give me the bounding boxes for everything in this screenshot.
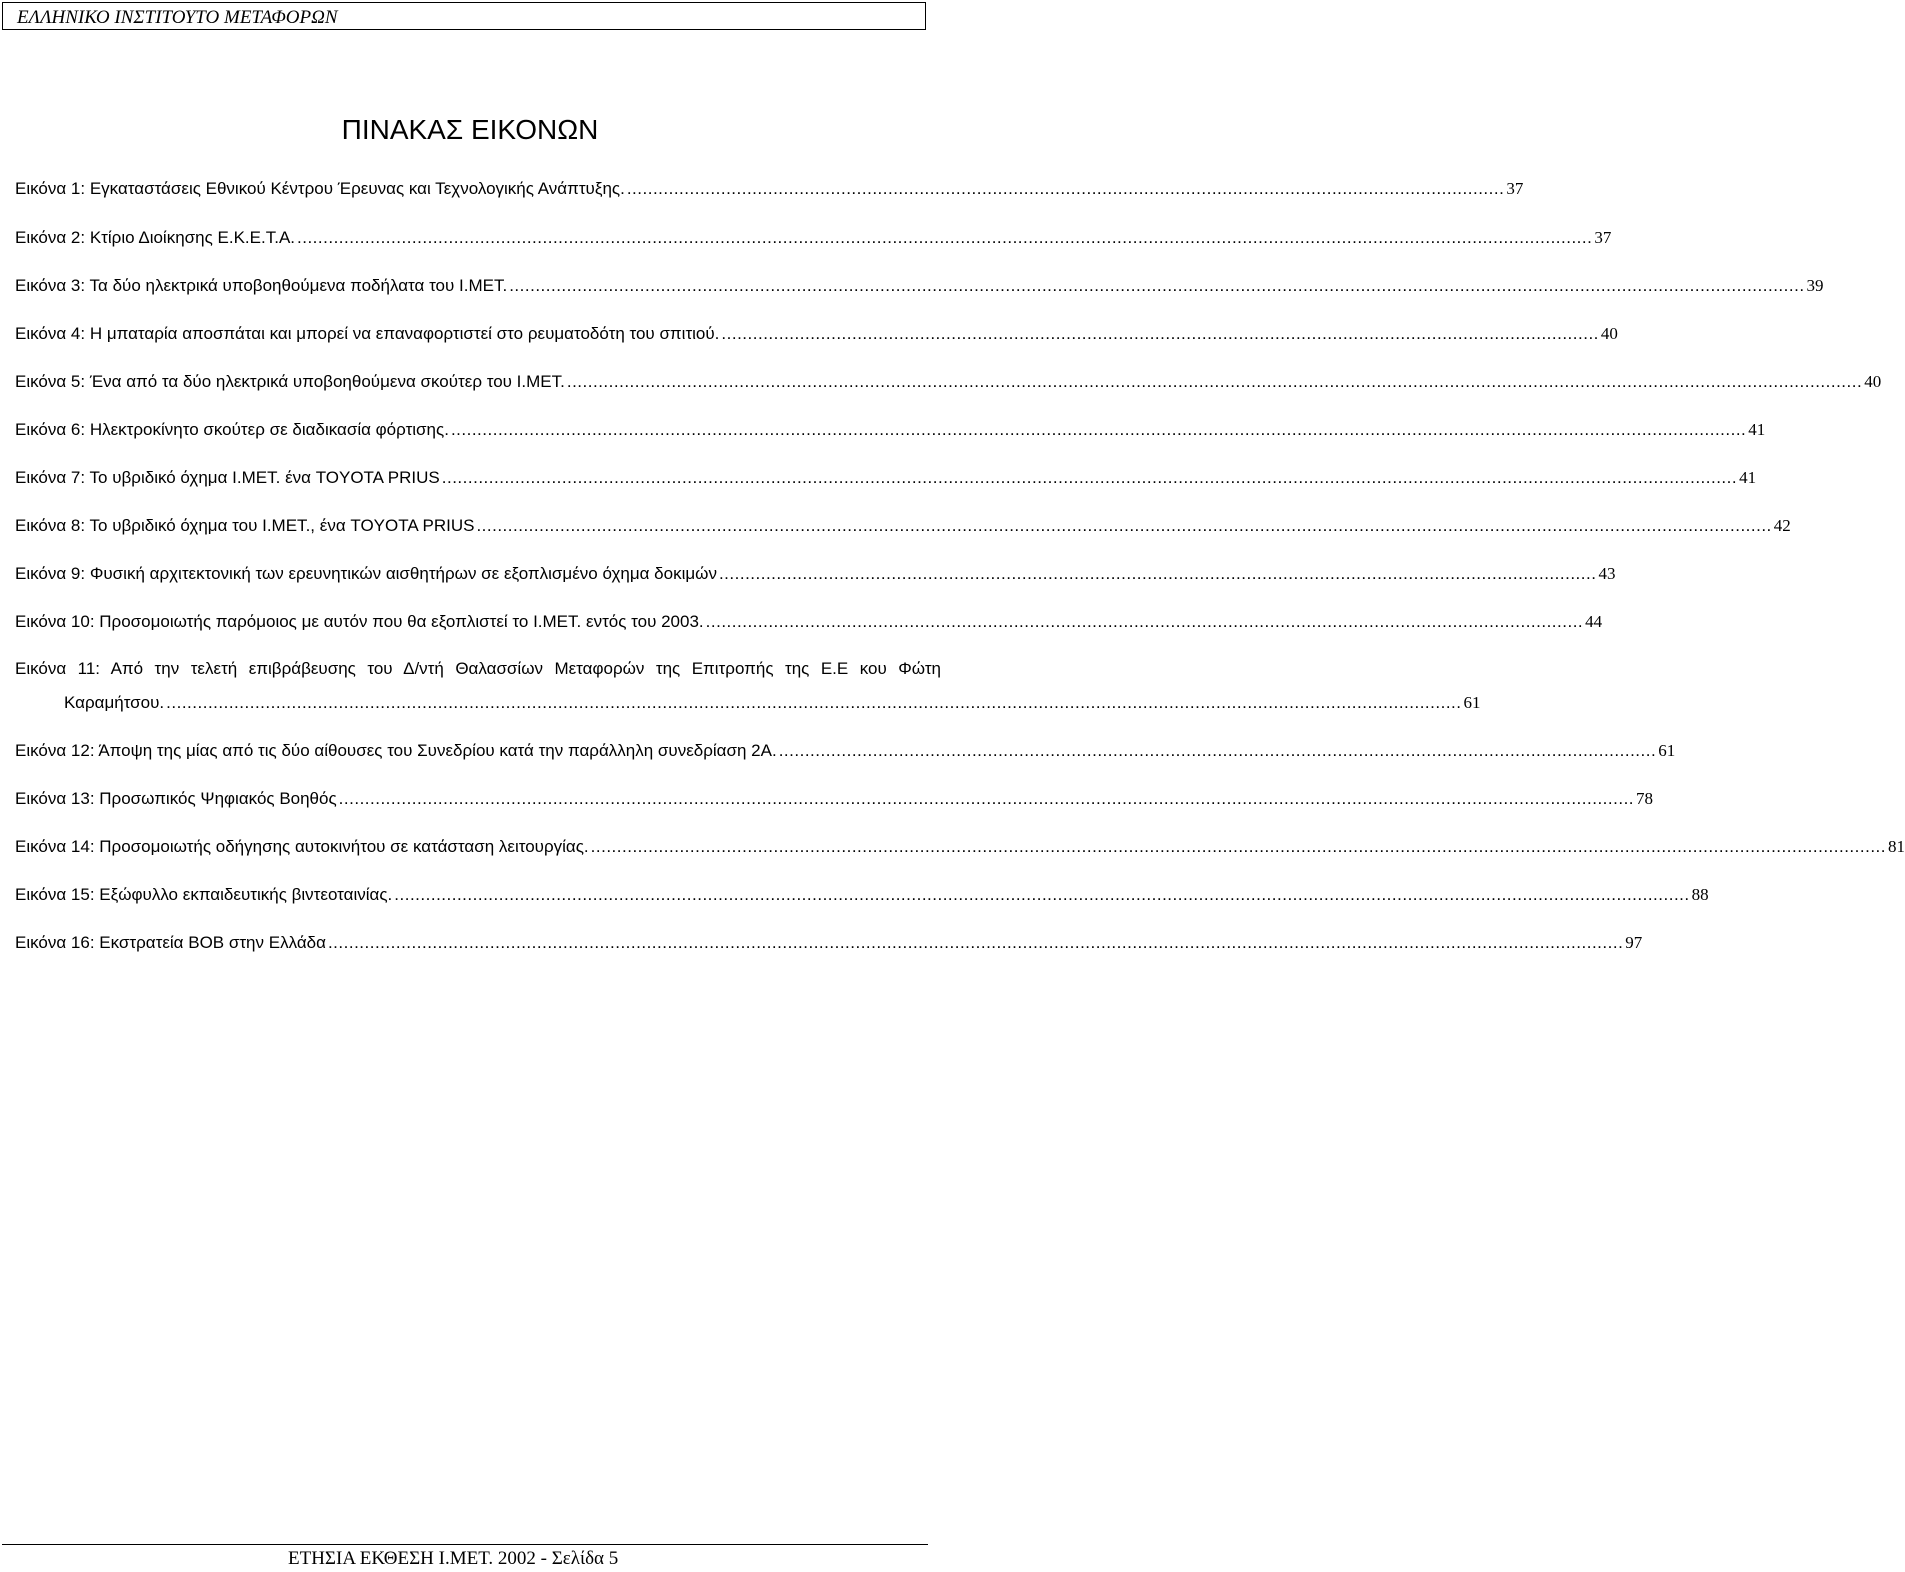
toc-entry-page: 78 — [1636, 789, 1654, 808]
toc-leader-dots: ........................................................................................................................................................................ — [721, 324, 1599, 343]
toc-leader-dots: ........................................................................................................................................................................................................................................................ — [441, 468, 1738, 487]
toc-leader-dots: ........................................................................................................................................................................ — [778, 741, 1657, 760]
toc-entry-label: Εικόνα 1: Εγκαταστάσεις Εθνικού Κέντρου Έρευνας και Τεχνολογικής Ανάπτυξης. — [15, 179, 625, 198]
toc-entry-label: Εικόνα 16: Εκστρατεία ΒΟΒ στην Ελλάδα — [15, 933, 326, 952]
toc-leader-dots: ........................................................................................................................................................................ — [718, 564, 1597, 583]
toc-entry[interactable] — [15, 740, 1676, 762]
toc-leader-dots: ........................................................................................................................................................................................................................................................ — [590, 837, 1886, 856]
toc-entry-label: Εικόνα 12: Άποψη της μίας από τις δύο αίθουσες του Συνεδρίου κατά την παράλληλη συνεδρίαση 2Α. — [15, 741, 777, 760]
toc-entry-label: Εικόνα 6: Ηλεκτροκίνητο σκούτερ σε διαδικασία φόρτισης. — [15, 420, 449, 439]
toc-entry[interactable] — [15, 371, 1882, 393]
toc-leader-dots: ........................................................................................................................................................................................................................................................ — [166, 693, 1462, 712]
toc-entry-label: Εικόνα 10: Προσομοιωτής παρόμοιος με αυτόν που θα εξοπλιστεί το Ι.ΜΕΤ. εντός του 2003. — [15, 612, 704, 631]
toc-entry-label: Εικόνα 7: Το υβριδικό όχημα Ι.ΜΕΤ. ένα TOYOTA PRIUS — [15, 468, 440, 487]
toc-entry[interactable] — [15, 275, 1824, 297]
toc-entry-label: Εικόνα 15: Εξώφυλλο εκπαιδευτικής βιντεοταινίας. — [15, 885, 393, 904]
toc-entry-label: Εικόνα 9: Φυσική αρχιτεκτονική των ερευνητικών αισθητήρων σε εξοπλισμένο όχημα δοκιμών — [15, 564, 717, 583]
toc-entry[interactable] — [15, 836, 1905, 858]
toc-entry-page: 40 — [1600, 324, 1618, 343]
toc-leader-dots: ........................................................................................................................................................................................................................................................ — [509, 276, 1805, 295]
toc-entry[interactable] — [15, 563, 1616, 585]
toc-leader-dots: ........................................................................................................................................................................................................................................................ — [566, 372, 1863, 391]
toc-leader-dots: ........................................................................................................................................................................................................................................................ — [338, 789, 1635, 808]
toc-entry-label: Εικόνα 5: Ένα από τα δύο ηλεκτρικά υποβοηθούμενα σκούτερ του Ι.ΜΕΤ. — [15, 372, 565, 391]
toc-entry[interactable] — [15, 467, 1757, 489]
toc-entry-page: 61 — [1463, 693, 1481, 712]
toc-entry-page: 81 — [1888, 837, 1905, 856]
toc-leader-dots: ........................................................................................................................................................................................................................................................ — [297, 228, 1593, 247]
toc-entry-page: 37 — [1506, 179, 1524, 198]
toc-leader-dots: ........................................................................................................................................................................................................................................................ — [450, 420, 1747, 439]
toc-entry-page: 40 — [1864, 372, 1882, 391]
toc-leader-dots: ........................................................................................................................................................................................................................................................ — [476, 516, 1772, 535]
toc-entry[interactable] — [15, 419, 1766, 441]
toc-leader-dots: ........................................................................................................................................................................................................................................................ — [327, 933, 1624, 952]
toc-entry[interactable] — [15, 658, 1481, 714]
toc-entry-page: 43 — [1598, 564, 1616, 583]
toc-entry[interactable] — [15, 227, 1612, 249]
table-of-figures — [15, 0, 1905, 1000]
toc-entry-label: Εικόνα 11: Από την τελετή επιβράβευσης του Δ/ντή Θαλασσίων Μεταφορών της Επιτροπής της Ε.Ε κου Φώτη — [15, 659, 941, 678]
footer-text: ΕΤΗΣΙΑ ΕΚΘΕΣΗ Ι.ΜΕΤ. 2002 - Σελίδα 5 — [288, 1548, 619, 1569]
toc-leader-dots: ........................................................................................................................................................................ — [705, 612, 1584, 631]
toc-leader-dots: ........................................................................................................................................................................................................................................................ — [394, 885, 1690, 904]
toc-entry-page: 44 — [1585, 612, 1603, 631]
toc-entry-label: Εικόνα 13: Προσωπικός Ψηφιακός Βοηθός — [15, 789, 337, 808]
toc-entry-page: 41 — [1748, 420, 1766, 439]
page-title: ΠΙΝΑΚΑΣ ΕΙΚΟΝΩΝ — [341, 114, 599, 145]
toc-entry-label: Εικόνα 3: Τα δύο ηλεκτρικά υποβοηθούμενα ποδήλατα του Ι.ΜΕΤ. — [15, 276, 508, 295]
toc-entry-page: 41 — [1739, 468, 1757, 487]
toc-entry-page: 42 — [1773, 516, 1791, 535]
toc-entry-label: Εικόνα 2: Κτίριο Διοίκησης Ε.Κ.Ε.Τ.Α. — [15, 228, 296, 247]
toc-entry[interactable] — [15, 884, 1709, 906]
toc-entry-page: 37 — [1594, 228, 1612, 247]
footer-divider — [2, 1544, 928, 1545]
toc-entry[interactable] — [15, 178, 1524, 200]
toc-entry-page: 61 — [1658, 741, 1676, 760]
toc-entry-label: Εικόνα 4: Η μπαταρία αποσπάται και μπορεί να επαναφορτιστεί στο ρευματοδότη του σπιτιού. — [15, 324, 720, 343]
toc-entry-label: Εικόνα 8: Το υβριδικό όχημα του Ι.ΜΕΤ., ένα TOYOTA PRIUS — [15, 516, 475, 535]
toc-entry-page: 97 — [1625, 933, 1643, 952]
toc-entry[interactable] — [15, 788, 1654, 810]
toc-entry-label-continued: Καραμήτσου. — [64, 693, 165, 712]
toc-entry-page: 39 — [1806, 276, 1824, 295]
toc-leader-dots: ........................................................................................................................................................................ — [626, 179, 1505, 198]
toc-entry-page: 88 — [1691, 885, 1709, 904]
toc-entry[interactable] — [15, 611, 1603, 633]
toc-entry[interactable] — [15, 932, 1643, 954]
toc-entry[interactable] — [15, 323, 1618, 345]
toc-entry[interactable] — [15, 515, 1791, 537]
header-title: ΕΛΛΗΝΙΚΟ ΙΝΣΤΙΤΟΥΤΟ ΜΕΤΑΦΟΡΩΝ — [17, 7, 338, 28]
toc-entry-label: Εικόνα 14: Προσομοιωτής οδήγησης αυτοκινήτου σε κατάσταση λειτουργίας. — [15, 837, 589, 856]
